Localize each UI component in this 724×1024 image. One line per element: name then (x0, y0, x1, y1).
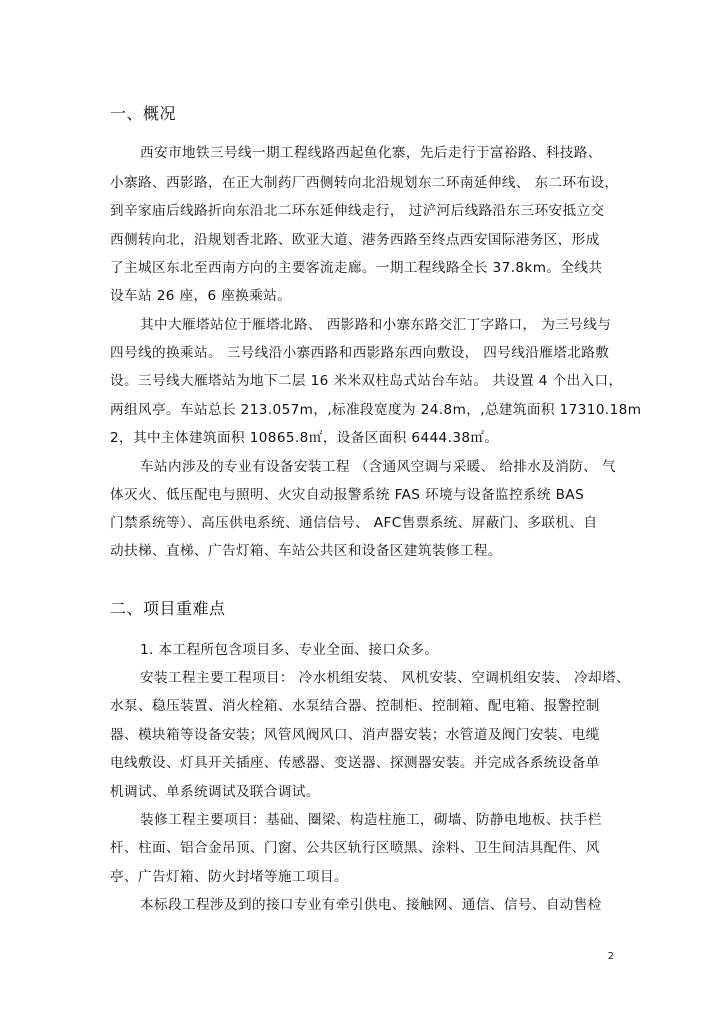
paragraph-line: 车站内涉及的专业有设备安装工程 （含通风空调与采暖、 给排水及消防、 气 (140, 459, 616, 475)
paragraph-line: 器、模块箱等设备安装；风管风阀风口、消声器安装；水管道及阀门安装、电缆 (110, 727, 600, 743)
section-heading-key-difficulties: 二、项目重难点 (110, 599, 226, 618)
paragraph-line: 体灭火、低压配电与照明、火灾自动报警系统 FAS 环境与设备监控系统 BAS (110, 487, 585, 503)
paragraph-line: 装修工程主要项目：基础、圈梁、构造柱施工，砌墙、防静电地板、扶手栏 (140, 812, 602, 828)
paragraph-line: 西侧转向北，沿规划香北路、欧亚大道、港务西路至终点西安国际港务区，形成 (110, 232, 600, 248)
paragraph-line: 设。三号线大雁塔站为地下二层 16 米米双柱岛式站台车站。 共设置 4 个出入口， (110, 373, 623, 389)
paragraph-line: 亭、广告灯箱、防火封堵等施工项目。 (110, 869, 348, 885)
paragraph-line: 小寨路、西影路，在正大制药厂西侧转向北沿规划东二环南延伸线、 东二环布设， (110, 175, 619, 191)
paragraph-line: 西安市地铁三号线一期工程线路西起鱼化寨，先后走行于富裕路、科技路、 (140, 145, 602, 161)
paragraph-line: 1. 本工程所包含项目多、专业全面、接口众多。 (140, 642, 439, 658)
paragraph-line: 四号线的换乘站。 三号线沿小寨西路和西影路东西向敷设， 四号线沿雁塔北路敷 (110, 345, 610, 361)
page-number: 2 (607, 951, 614, 962)
paragraph-line: 到辛家庙后线路折向东沿北二环东延伸线走行， 过浐河后线路沿东三环安抵立交 (110, 203, 605, 219)
section-heading-overview: 一、概况 (110, 104, 177, 123)
paragraph-line: 水泵、稳压装置、消火栓箱、水泵结合器、控制柜、控制箱、配电箱、报警控制 (110, 698, 600, 714)
paragraph-line: 动扶梯、直梯、广告灯箱、车站公共区和设备区建筑装修工程。 (110, 543, 502, 559)
paragraph-line: 了主城区东北至西南方向的主要客流走廊。一期工程线路全长 37.8km。全线共 (110, 260, 603, 276)
paragraph-line: 两组风亭。车站总长 213.057m，,标准段宽度为 24.8m，,总建筑面积 17310.18m (110, 402, 642, 418)
paragraph-line: 杆、柱面、铝合金吊顶、门窗、公共区轨行区喷黑、涂料、卫生间洁具配件、风 (110, 840, 600, 856)
paragraph-line: 本标段工程涉及到的接口专业有牵引供电、接触网、通信、信号、自动售检 (140, 897, 602, 913)
paragraph-line: 其中大雁塔站位于雁塔北路、 西影路和小寨东路交汇丁字路口， 为三号线与 (140, 317, 612, 333)
paragraph-line: 安装工程主要工程项目： 冷水机组安装、 风机安装、空调机组安装、 冷却塔、 (140, 670, 630, 686)
paragraph-line: 电线敷设、灯具开关插座、传感器、变送器、探测器安装。并完成各系统设备单 (110, 755, 600, 771)
paragraph-line: 设车站 26 座，6 座换乘站。 (110, 288, 292, 304)
paragraph-line: 2，其中主体建筑面积 10865.8㎡，设备区面积 6444.38㎡。 (110, 430, 499, 446)
paragraph-line: 门禁系统等）、高压供电系统、通信信号、 AFC售票系统、屏蔽门、多联机、自 (110, 515, 598, 531)
paragraph-line: 机调试、单系统调试及联合调试。 (110, 784, 320, 800)
